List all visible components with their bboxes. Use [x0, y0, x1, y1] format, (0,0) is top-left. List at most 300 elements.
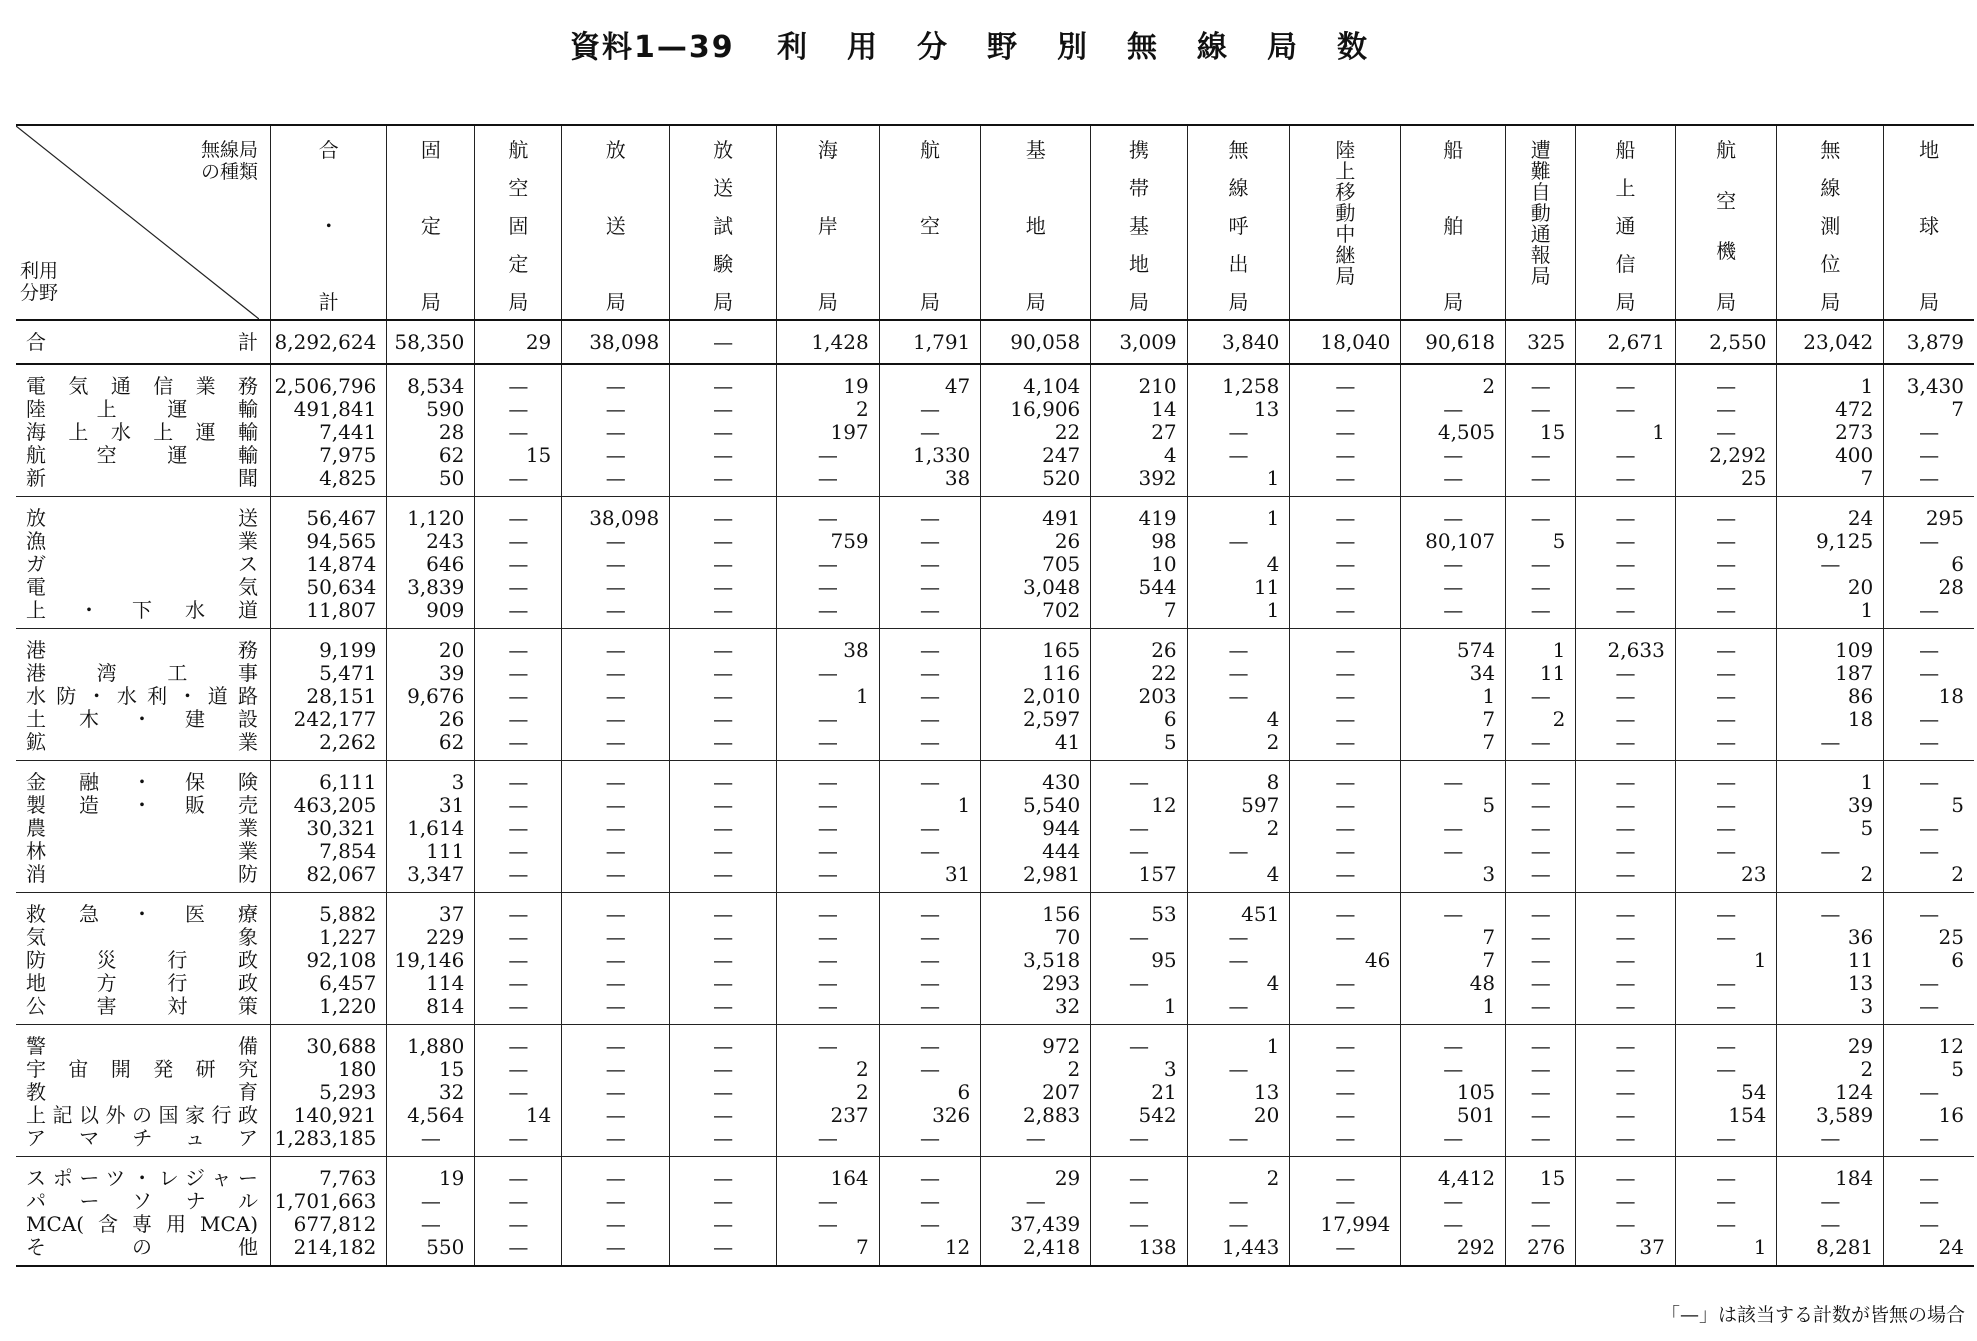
- table-cell: —: [1675, 685, 1777, 708]
- column-header-char: 局: [420, 290, 441, 314]
- table-cell: 116: [981, 662, 1091, 685]
- column-header-char: 継: [1335, 243, 1356, 267]
- row-label: 農業: [16, 817, 271, 840]
- table-cell: —: [562, 1127, 670, 1157]
- table-row: [16, 1025, 1974, 1059]
- table-cell: 4: [1187, 708, 1290, 731]
- table-cell: —: [475, 497, 562, 531]
- table-cell: 140,921: [271, 1104, 387, 1127]
- table-cell: —: [475, 599, 562, 629]
- table-cell: 11: [1187, 576, 1290, 599]
- table-cell: —: [1576, 530, 1676, 553]
- table-cell: —: [670, 731, 777, 761]
- table-cell: 2: [1777, 863, 1884, 893]
- table-cell: —: [475, 708, 562, 731]
- table-cell: —: [1576, 1213, 1676, 1236]
- column-header-char: 固: [420, 138, 441, 162]
- table-cell: 237: [777, 1104, 880, 1127]
- table-row: [16, 949, 1974, 972]
- table-cell: —: [1576, 467, 1676, 497]
- table-cell: —: [1919, 839, 1940, 863]
- table-cell: —: [562, 893, 670, 927]
- table-cell: 29: [1777, 1025, 1884, 1059]
- table-cell: 165: [981, 629, 1091, 663]
- column-header-char: ・: [318, 214, 339, 238]
- column-header-char: 局: [817, 290, 838, 314]
- table-cell: —: [562, 761, 670, 795]
- table-cell: 2: [1951, 862, 1964, 886]
- table-cell: 31: [387, 794, 475, 817]
- row-label: 漁業: [16, 530, 271, 553]
- table-cell: —: [562, 708, 670, 731]
- table-cell: 105: [1401, 1081, 1506, 1104]
- table-cell: 2,671: [1576, 320, 1676, 364]
- column-header-char: 計: [318, 290, 339, 314]
- total-section: [16, 320, 1974, 364]
- column-header-char: 線: [1820, 176, 1841, 200]
- table-cell: —: [1091, 1157, 1187, 1191]
- table-row: [16, 599, 1974, 629]
- table-cell: 1: [1401, 995, 1506, 1025]
- table-cell: —: [670, 840, 777, 863]
- row-label: 電気: [16, 576, 271, 599]
- table-cell: 4: [1187, 863, 1290, 893]
- table-cell: —: [1290, 840, 1401, 863]
- table-cell: —: [475, 629, 562, 663]
- corner-header: [16, 125, 271, 320]
- table-cell: —: [562, 576, 670, 599]
- table-cell: 7: [1401, 949, 1506, 972]
- column-header-char: 上: [1335, 159, 1356, 183]
- column-header-char: 基: [1025, 138, 1046, 162]
- column-header-char: 局: [1228, 290, 1249, 314]
- table-cell: —: [1576, 553, 1676, 576]
- row-label: MCA(含専用MCA): [16, 1213, 271, 1236]
- table-cell: 276: [1506, 1236, 1576, 1266]
- row-group: [16, 497, 1974, 629]
- column-header-char: 機: [1716, 239, 1737, 264]
- table-cell: —: [670, 662, 777, 685]
- table-cell: —: [1290, 421, 1401, 444]
- table-cell: —: [475, 1213, 562, 1236]
- table-cell: 550: [387, 1236, 475, 1266]
- table-cell: 48: [1401, 972, 1506, 995]
- table-cell: 10: [1091, 553, 1187, 576]
- table-cell: —: [1506, 1127, 1576, 1157]
- column-header-char: 位: [1820, 252, 1841, 276]
- table-cell: —: [879, 599, 981, 629]
- table-cell: —: [1675, 893, 1777, 927]
- table-cell: 6: [1951, 552, 1964, 576]
- row-label: 製造・販売: [16, 794, 271, 817]
- table-row: [16, 1190, 1974, 1213]
- table-cell: —: [475, 662, 562, 685]
- row-label: 警備: [16, 1025, 271, 1059]
- table-cell: 5: [1401, 794, 1506, 817]
- table-cell: —: [1675, 576, 1777, 599]
- column-header-char: 線: [1228, 176, 1249, 200]
- column-header: [1091, 125, 1187, 320]
- table-row: [16, 761, 1974, 795]
- table-cell: —: [1290, 708, 1401, 731]
- table-cell: 8,281: [1777, 1236, 1884, 1266]
- table-cell: 62: [387, 444, 475, 467]
- table-cell: —: [1290, 553, 1401, 576]
- column-header-char: 通: [1615, 214, 1636, 238]
- row-label: 港湾工事: [16, 662, 271, 685]
- table-row: [16, 731, 1974, 761]
- table-cell: —: [1091, 926, 1187, 949]
- table-cell: 2: [1187, 731, 1290, 761]
- table-cell: 37: [387, 893, 475, 927]
- column-header-char: 測: [1820, 214, 1841, 238]
- table-cell: 32: [387, 1081, 475, 1104]
- table-cell: —: [879, 708, 981, 731]
- table-cell: —: [1576, 576, 1676, 599]
- table-cell: —: [1401, 761, 1506, 795]
- table-cell: 1,283,185: [271, 1127, 387, 1157]
- table-cell: —: [1290, 731, 1401, 761]
- table-cell: —: [475, 398, 562, 421]
- table-cell: —: [475, 553, 562, 576]
- table-cell: 19: [777, 364, 880, 398]
- table-cell: —: [1675, 1190, 1777, 1213]
- table-cell: 2,981: [981, 863, 1091, 893]
- table-cell: —: [670, 817, 777, 840]
- table-cell: —: [562, 467, 670, 497]
- table-cell: —: [1187, 1213, 1290, 1236]
- table-cell: 3: [387, 761, 475, 795]
- table-cell: —: [1290, 1157, 1401, 1191]
- table-cell: —: [475, 685, 562, 708]
- table-cell: —: [1675, 1127, 1777, 1157]
- table-cell: —: [879, 1058, 981, 1081]
- table-cell: —: [879, 398, 981, 421]
- table-cell: —: [475, 530, 562, 553]
- table-cell: —: [1576, 840, 1676, 863]
- table-cell: —: [981, 1127, 1091, 1157]
- table-row: [16, 320, 1974, 364]
- table-row: [16, 840, 1974, 863]
- table-cell: —: [1290, 1127, 1401, 1157]
- table-cell: 2,597: [981, 708, 1091, 731]
- table-cell: —: [475, 1236, 562, 1266]
- table-cell: —: [1777, 840, 1884, 863]
- table-cell: 909: [387, 599, 475, 629]
- table-cell: 23,042: [1777, 320, 1884, 364]
- column-header-char: 局: [919, 290, 940, 314]
- table-cell: —: [670, 530, 777, 553]
- table-cell: 1: [1675, 1236, 1777, 1266]
- table-cell: —: [1506, 398, 1576, 421]
- table-cell: 62: [387, 731, 475, 761]
- table-cell: 2,506,796: [271, 364, 387, 398]
- row-label: 上記以外の国家行政: [16, 1104, 271, 1127]
- table-cell: 1,120: [387, 497, 475, 531]
- table-cell: 16,906: [981, 398, 1091, 421]
- table-cell: 157: [1091, 863, 1187, 893]
- table-cell: —: [1091, 1025, 1187, 1059]
- table-cell: —: [1919, 443, 1940, 467]
- table-cell: 19,146: [387, 949, 475, 972]
- table-cell: —: [1290, 926, 1401, 949]
- table-cell: —: [777, 1025, 880, 1059]
- table-cell: —: [475, 1190, 562, 1213]
- table-cell: 242,177: [271, 708, 387, 731]
- row-label: 新聞: [16, 467, 271, 497]
- table-row: [16, 629, 1974, 663]
- table-cell: —: [1290, 1025, 1401, 1059]
- table-cell: 12: [1938, 1034, 1964, 1058]
- table-cell: —: [1401, 817, 1506, 840]
- table-cell: 392: [1091, 467, 1187, 497]
- table-cell: —: [1187, 530, 1290, 553]
- table-cell: —: [562, 685, 670, 708]
- table-cell: —: [475, 840, 562, 863]
- table-cell: 1: [1777, 364, 1884, 398]
- table-cell: —: [879, 1190, 981, 1213]
- table-cell: 8: [1187, 761, 1290, 795]
- table-cell: —: [1091, 972, 1187, 995]
- table-cell: 4,104: [981, 364, 1091, 398]
- table-cell: —: [1290, 467, 1401, 497]
- table-cell: —: [1506, 817, 1576, 840]
- table-cell: —: [1919, 638, 1940, 662]
- table-cell: 501: [1401, 1104, 1506, 1127]
- table-cell: —: [670, 794, 777, 817]
- table-cell: 1: [1187, 467, 1290, 497]
- table-cell: —: [475, 1157, 562, 1191]
- table-cell: 491,841: [271, 398, 387, 421]
- table-cell: —: [1401, 1058, 1506, 1081]
- table-cell: 15: [387, 1058, 475, 1081]
- table-cell: —: [777, 1190, 880, 1213]
- column-header-char: 陸: [1335, 138, 1356, 162]
- table-cell: 56,467: [271, 497, 387, 531]
- table-cell: —: [670, 926, 777, 949]
- table-cell: —: [1675, 599, 1777, 629]
- table-cell: —: [1290, 893, 1401, 927]
- table-cell: 1,614: [387, 817, 475, 840]
- table-cell: 7,975: [271, 444, 387, 467]
- table-cell: 1: [1187, 599, 1290, 629]
- column-header-char: 自: [1530, 180, 1551, 204]
- table-cell: 210: [1091, 364, 1187, 398]
- table-cell: —: [562, 731, 670, 761]
- table-cell: —: [562, 1104, 670, 1127]
- table-cell: 15: [475, 444, 562, 467]
- table-cell: 12: [879, 1236, 981, 1266]
- row-group: [16, 761, 1974, 893]
- table-cell: 3: [1777, 995, 1884, 1025]
- table-cell: 92,108: [271, 949, 387, 972]
- table-cell: —: [879, 1157, 981, 1191]
- table-cell: 3,879: [1906, 329, 1964, 354]
- table-cell: —: [1576, 1157, 1676, 1191]
- table-cell: —: [879, 1213, 981, 1236]
- table-cell: —: [670, 320, 777, 364]
- table-cell: —: [1506, 553, 1576, 576]
- table-cell: —: [1576, 995, 1676, 1025]
- table-cell: —: [1187, 926, 1290, 949]
- column-header-char: 移: [1335, 180, 1356, 204]
- table-cell: 18,040: [1290, 320, 1401, 364]
- table-cell: —: [777, 553, 880, 576]
- table-cell: 2,633: [1576, 629, 1676, 663]
- table-cell: 28,151: [271, 685, 387, 708]
- table-cell: 5: [1951, 1057, 1964, 1081]
- table-cell: 184: [1777, 1157, 1884, 1191]
- column-header-char: 放: [713, 138, 734, 162]
- table-cell: —: [562, 662, 670, 685]
- table-cell: —: [670, 1025, 777, 1059]
- table-cell: —: [1401, 1025, 1506, 1059]
- table-cell: —: [475, 421, 562, 444]
- table-cell: —: [387, 1190, 475, 1213]
- table-row: [16, 1127, 1974, 1157]
- table-cell: —: [1576, 761, 1676, 795]
- table-cell: —: [1576, 685, 1676, 708]
- column-header: [981, 125, 1091, 320]
- table-cell: —: [475, 926, 562, 949]
- table-cell: —: [475, 467, 562, 497]
- column-header-char: 地: [1128, 252, 1149, 276]
- table-cell: 5,540: [981, 794, 1091, 817]
- table-cell: 400: [1777, 444, 1884, 467]
- column-header-char: 航: [1716, 138, 1737, 162]
- table-cell: 7,763: [271, 1157, 387, 1191]
- table-cell: 54: [1675, 1081, 1777, 1104]
- table-cell: —: [562, 553, 670, 576]
- table-cell: 28: [387, 421, 475, 444]
- table-cell: —: [562, 794, 670, 817]
- table-cell: —: [670, 553, 777, 576]
- table-cell: 13: [1187, 1081, 1290, 1104]
- table-cell: 31: [879, 863, 981, 893]
- table-cell: —: [670, 1213, 777, 1236]
- table-cell: —: [777, 840, 880, 863]
- table-cell: —: [1401, 840, 1506, 863]
- table-cell: 22: [981, 421, 1091, 444]
- table-cell: —: [475, 893, 562, 927]
- column-header-char: 無: [1228, 138, 1249, 162]
- table-cell: —: [1506, 761, 1576, 795]
- table-cell: 8,292,624: [271, 320, 387, 364]
- table-cell: 13: [1187, 398, 1290, 421]
- table-cell: 3,048: [981, 576, 1091, 599]
- column-header-char: 航: [919, 138, 940, 162]
- radio-station-table: [16, 124, 1974, 1267]
- table-cell: —: [475, 972, 562, 995]
- table-cell: —: [1675, 761, 1777, 795]
- row-label: 公害対策: [16, 995, 271, 1025]
- table-cell: —: [1290, 863, 1401, 893]
- row-label: 教育: [16, 1081, 271, 1104]
- table-cell: —: [670, 893, 777, 927]
- table-cell: —: [1290, 1236, 1401, 1266]
- column-header: [387, 125, 475, 320]
- table-cell: —: [777, 444, 880, 467]
- table-cell: 2: [1187, 1157, 1290, 1191]
- column-header-char: 難: [1530, 159, 1551, 183]
- table-cell: —: [1675, 421, 1777, 444]
- table-cell: 11: [1506, 662, 1576, 685]
- table-cell: —: [1187, 1190, 1290, 1213]
- table-cell: —: [777, 662, 880, 685]
- table-row: [16, 708, 1974, 731]
- column-header-char: 局: [508, 290, 529, 314]
- row-group: [16, 1157, 1974, 1267]
- table-cell: 11,807: [271, 599, 387, 629]
- table-cell: —: [777, 995, 880, 1025]
- corner-bottom-line1: 利用: [20, 260, 59, 283]
- table-cell: —: [1290, 972, 1401, 995]
- table-cell: —: [562, 444, 670, 467]
- table-cell: —: [1187, 421, 1290, 444]
- table-cell: —: [475, 863, 562, 893]
- table-cell: —: [1091, 840, 1187, 863]
- table-cell: —: [879, 926, 981, 949]
- table-cell: 1,220: [271, 995, 387, 1025]
- table-cell: —: [1091, 761, 1187, 795]
- row-label: 電気通信業務: [16, 364, 271, 398]
- table-cell: —: [1576, 1127, 1676, 1157]
- table-cell: —: [1576, 1025, 1676, 1059]
- table-cell: 26: [981, 530, 1091, 553]
- table-cell: 17,994: [1290, 1213, 1401, 1236]
- table-cell: 21: [1091, 1081, 1187, 1104]
- table-cell: —: [670, 398, 777, 421]
- column-header: [1290, 125, 1401, 320]
- table-cell: 814: [387, 995, 475, 1025]
- table-cell: 29: [475, 320, 562, 364]
- table-cell: —: [475, 949, 562, 972]
- table-cell: —: [1091, 817, 1187, 840]
- row-label: 陸上運輸: [16, 398, 271, 421]
- table-cell: 3: [1401, 863, 1506, 893]
- table-cell: —: [1290, 1104, 1401, 1127]
- column-header-char: 局: [1820, 290, 1841, 314]
- table-cell: 463,205: [271, 794, 387, 817]
- table-cell: 24: [1777, 497, 1884, 531]
- corner-top-line1: 無線局: [201, 139, 259, 161]
- table-cell: —: [562, 364, 670, 398]
- row-group: [16, 1025, 1974, 1157]
- column-header-char: 携: [1128, 138, 1149, 162]
- table-cell: 53: [1091, 893, 1187, 927]
- table-cell: 38,098: [562, 497, 670, 531]
- table-cell: 29: [981, 1157, 1091, 1191]
- table-cell: 1: [1187, 1025, 1290, 1059]
- table-cell: 90,618: [1401, 320, 1506, 364]
- page-title: [0, 22, 1977, 66]
- table-cell: —: [1576, 599, 1676, 629]
- table-cell: —: [1506, 949, 1576, 972]
- table-cell: 7,441: [271, 421, 387, 444]
- table-cell: —: [1576, 926, 1676, 949]
- table-cell: 86: [1777, 685, 1884, 708]
- table-cell: —: [562, 1058, 670, 1081]
- table-cell: 326: [879, 1104, 981, 1127]
- table-cell: —: [1506, 840, 1576, 863]
- table-cell: —: [1401, 1190, 1506, 1213]
- table-cell: 14: [475, 1104, 562, 1127]
- table-cell: 3,589: [1777, 1104, 1884, 1127]
- table-cell: —: [670, 863, 777, 893]
- row-label: 合計: [16, 320, 271, 364]
- table-cell: —: [387, 1213, 475, 1236]
- table-cell: 5,882: [271, 893, 387, 927]
